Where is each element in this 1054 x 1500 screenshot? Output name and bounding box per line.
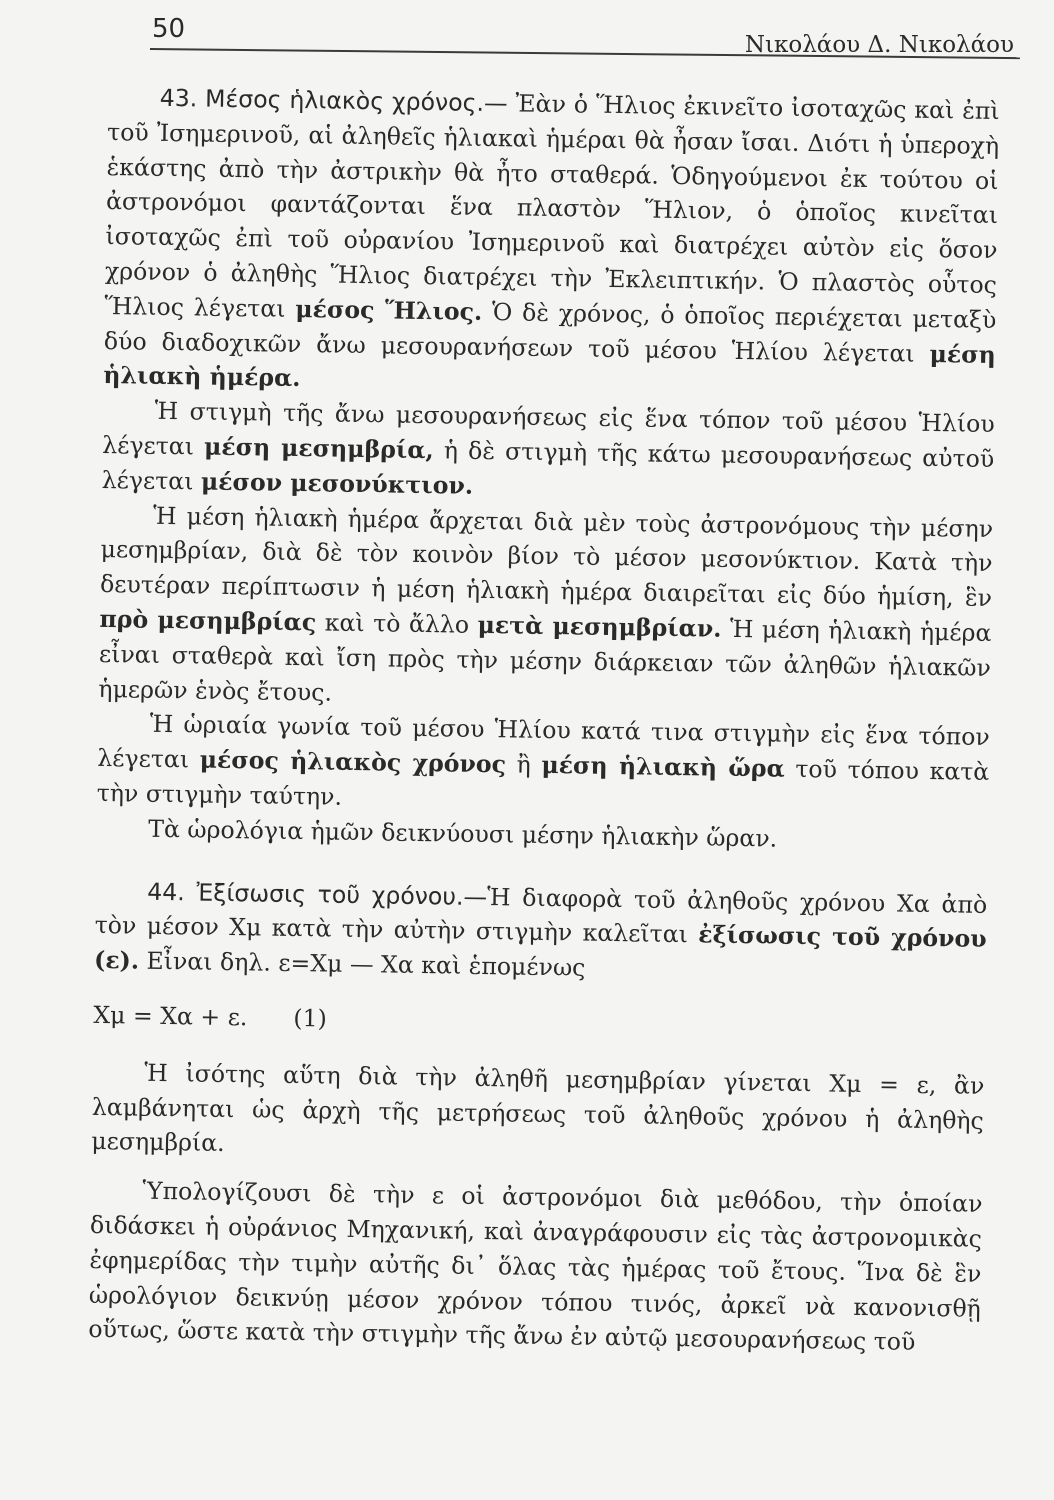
text-run: Ἡ μέση ἡλιακὴ ἡμέρα ἄρχεται διὰ μὲν τοὺς ἀστρονόμους τὴν μέσην μεσημβρίαν, διὰ δὲ τὸν κοινὸν βίον τὸ μέσον μεσονύκτιον. Κατὰ τὴν δευτέραν περίπτωσιν ἡ μέση ἡλιακὴ ἡμέρα διαιρεῖται εἰς δύο ἡμίση, ἓν: [99, 501, 994, 613]
text-run: Ἐὰν ὁ Ἥλιος ἐκινεῖτο ἰσοταχῶς καὶ ἐπὶ τοῦ Ἰσημερινοῦ, αἱ ἀληθεῖς ἡλιακαὶ ἡμέραι θὰ ἦσαν ἴσαι. Διότι ἡ ὑπεροχὴ ἑκάστης ἀπὸ τὴν ἀστρικὴν θὰ ἦτο σταθερά. Ὁδηγούμενοι ἐκ τούτου οἱ ἀστρονόμοι φαντάζονται ἕνα πλαστὸν Ἥλιον, ὁ ὁποῖος κινεῖται ἰσοταχῶς ἐπὶ τοῦ οὐρανίου Ἰσημερινοῦ καὶ διατρέχει αὐτὸν εἰς ὅσον χρόνον ὁ ἀληθὴς Ἥλιος διατρέχει τὴν Ἐκλειπτικήν. Ὁ πλαστὸς οὗτος Ἥλιος λέγεται: [104, 89, 1000, 323]
section-43-paragraph-1: [103, 80, 1000, 407]
text-run: Ὁ δὲ χρόνος, ὁ ὁποῖος περιέχεται μεταξὺ δύο διαδοχικῶν ἄνω μεσουρανήσεων τοῦ μέσου Ἡλίου λέγεται: [103, 297, 997, 368]
term-pro-mesimvrias: πρὸ μεσημβρίας: [99, 604, 317, 637]
section-43-paragraph-4: [97, 706, 991, 824]
section-43-paragraph-2: [101, 393, 995, 511]
text-run: Ἡ ὡριαία γωνία τοῦ μέσου Ἡλίου κατά τινα στιγμὴν εἰς ἕνα τόπον λέγεται: [97, 710, 991, 774]
text-run: καὶ τὸ ἄλλο: [315, 608, 478, 639]
term-exisosis-chronou: ἐξίσωσις τοῦ χρόνου (ε).: [93, 920, 987, 975]
equation-number: (1): [293, 1003, 328, 1033]
page-body: [88, 80, 1000, 1361]
section-44-paragraph-1: [94, 873, 988, 991]
section-44-paragraph-2: Ἡ ἰσότης αὕτη διὰ τὴν ἀληθῆ μεσημβρίαν γίνεται Χμ = ε, ἂν λαμβάνηται ὡς ἀρχὴ τῆς μετρήσεως τοῦ ἀληθοῦς χρόνου ἡ ἀληθὴς μεσημβρία.: [91, 1058, 985, 1158]
term-meta-mesimvrian: μετὰ μεσημβρίαν.: [477, 610, 722, 643]
equation-text: Χμ = Χα + ε.: [93, 1000, 248, 1032]
term-mesi-iliaki-ora: μέση ἡλιακὴ ὥρα: [541, 751, 785, 783]
running-title: Νικολάου Δ. Νικολάου: [744, 32, 1014, 58]
section-43-heading: 43. Μέσος ἡλιακὸς χρόνος.—: [159, 83, 508, 118]
text-run: ἡ δὲ στιγμὴ τῆς κάτω μεσουρανήσεως αὐτοῦ λέγεται: [101, 436, 995, 496]
section-44-paragraph-3: Ὑπολογίζουσι δὲ τὴν ε οἱ ἀστρονόμοι διὰ μεθόδου, τὴν ὁποίαν διδάσκει ἡ οὐράνιος Μηχανική, καὶ ἀναγράφουσιν εἰς τὰς ἀστρονομικὰς ἐφημερίδας τὴν τιμὴν αὐτῆς δι᾽ ὅλας τὰς ἡμέρας τοῦ ἔτους. Ἵνα δὲ ἓν ὡρολόγιον δεικνύῃ μέσον χρόνον τόπου τινός, ἀρκεῖ νὰ κανονισθῇ οὕτως, ὥστε κατὰ τὴν στιγμὴν τῆς ἄνω ἐν αὐτῷ μεσουρανήσεως τοῦ: [88, 1176, 983, 1357]
text-run: Ἡ στιγμὴ τῆς ἄνω μεσουρανήσεως εἰς ἕνα τόπον τοῦ μέσου Ἡλίου λέγεται: [102, 396, 995, 461]
text-run: τοῦ τόπου κατὰ τὴν στιγμὴν ταύτην.: [96, 754, 990, 811]
section-43-paragraph-5: Τὰ ὡρολόγια ἡμῶν δεικνύουσι μέσην ἡλιακὴν ὥραν.: [148, 814, 778, 853]
equation-1: [93, 998, 985, 1047]
term-meson-mesonyktion: μέσον μεσονύκτιον.: [200, 467, 474, 500]
text-run: Ἡ μέση ἡλιακὴ ἡμέρα εἶναι σταθερὰ καὶ ἴση πρὸς τὴν μέσην διάρκειαν τῶν ἀληθῶν ἡλιακῶν ἡμερῶν ἑνὸς ἔτους.: [98, 614, 992, 707]
text-run: Εἶναι δηλ. ε=Χμ — Χα καὶ ἑπομένως: [138, 946, 586, 982]
text-run: Ἡ διαφορὰ τοῦ ἀληθοῦς χρόνου Χα ἀπὸ τὸν μέσον Χμ κατὰ τὴν αὐτὴν στιγμὴν καλεῖται: [94, 882, 988, 949]
section-44-heading: 44. Ἐξίσωσις τοῦ χρόνου.—: [147, 877, 488, 911]
term-mesi-mesimvria: μέση μεσημβρία,: [203, 432, 434, 465]
page-number: 50: [152, 14, 186, 44]
term-mesos-ilios: μέσος Ἥλιος.: [295, 294, 483, 326]
section-43-paragraph-3: [98, 498, 993, 721]
text-run: ἢ: [505, 750, 542, 780]
term-mesos-iliakos-chronos: μέσος ἡλιακὸς χρόνος: [199, 745, 507, 779]
term-mesi-iliaki-imera: μέση ἡλιακὴ ἡμέρα.: [103, 339, 997, 393]
